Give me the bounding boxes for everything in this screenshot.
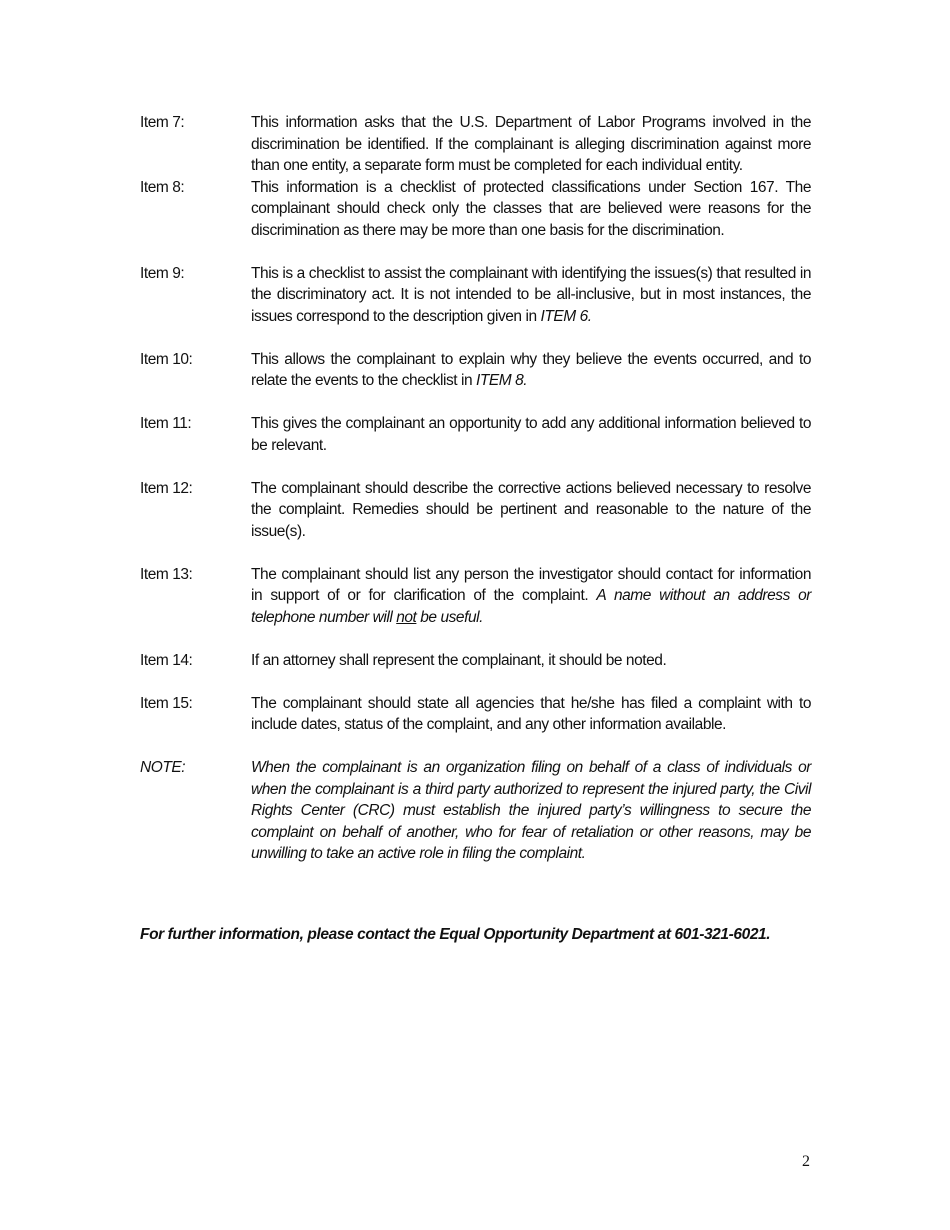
- item-description: If an attorney shall represent the complainant, it should be noted.: [251, 651, 667, 669]
- page-number: 2: [802, 1153, 810, 1170]
- item-description: This gives the complainant an opportunity to add any additional information believed to be relevant.: [251, 415, 811, 454]
- item-label: Item 10:: [140, 350, 193, 368]
- item-7: [140, 112, 811, 177]
- item-emphasis: A name without an address or telephone number will: [251, 587, 811, 626]
- item-text: This allows the complainant to explain why they believe the events occurred, and to relate the events to the checklist in: [251, 350, 811, 389]
- item-description: [251, 564, 811, 629]
- item-label: Item 14:: [140, 651, 193, 669]
- contact-information: For further information, please contact the Equal Opportunity Department at 601-321-6021.: [140, 926, 771, 943]
- item-10: [140, 349, 811, 392]
- note: [140, 757, 811, 865]
- item-reference: ITEM 6.: [540, 307, 592, 325]
- note-text: When the complainant is an organization filing on behalf of a class of individuals or when the complainant is a third party authorized to represent the injured party, the Civil Rights Center (CRC) must establish the injured party’s willingness to secure the complaint on behalf of another, who for fear of retaliation or other reasons, may be unwilling to take an active role in filing the complaint.: [251, 759, 811, 862]
- item-12: [140, 478, 811, 543]
- item-15: [140, 693, 811, 736]
- item-label: Item 15:: [140, 694, 193, 712]
- item-description: [251, 263, 811, 328]
- item-list: [140, 112, 811, 865]
- item-9: [140, 263, 811, 328]
- item-description: The complainant should state all agencies that he/she has filed a complaint with to include dates, status of the complaint, and any other information available.: [251, 694, 811, 733]
- item-text: This is a checklist to assist the complainant with identifying the issues(s) that resulted in the discriminatory act. It is not intended to be all-inclusive, but in most instances, the issues correspond to the description given in: [251, 264, 811, 325]
- item-label: Item 12:: [140, 479, 193, 497]
- item-11: [140, 413, 811, 456]
- note-label: NOTE:: [140, 759, 186, 776]
- item-description: This information is a checklist of protected classifications under Section 167. The complainant should check only the classes that are believed were reasons for the discrimination as there may be more than one basis for the discrimination.: [251, 178, 811, 239]
- item-13: [140, 564, 811, 629]
- item-label: Item 9:: [140, 264, 185, 282]
- item-description: [251, 349, 811, 392]
- item-label: Item 8:: [140, 178, 185, 196]
- item-14: [140, 650, 811, 672]
- item-emphasis-end: be useful.: [416, 608, 483, 626]
- item-description: The complainant should describe the corrective actions believed necessary to resolve the complaint. Remedies should be pertinent and reasonable to the nature of the issue(s).: [251, 479, 811, 540]
- item-emphasis-underlined: not: [396, 608, 417, 626]
- item-label: Item 7:: [140, 114, 185, 131]
- item-reference: ITEM 8.: [476, 372, 528, 389]
- item-label: Item 13:: [140, 565, 193, 583]
- item-label: Item 11:: [140, 415, 192, 432]
- item-description: This information asks that the U.S. Department of Labor Programs involved in the discrimination be identified. If the complainant is alleging discrimination against more than one entity, a separate form must be completed for each individual entity.: [251, 114, 811, 174]
- item-8: [140, 177, 811, 242]
- item-text: The complainant should list any person the investigator should contact for information in support of or for clarification of the complaint.: [251, 565, 811, 604]
